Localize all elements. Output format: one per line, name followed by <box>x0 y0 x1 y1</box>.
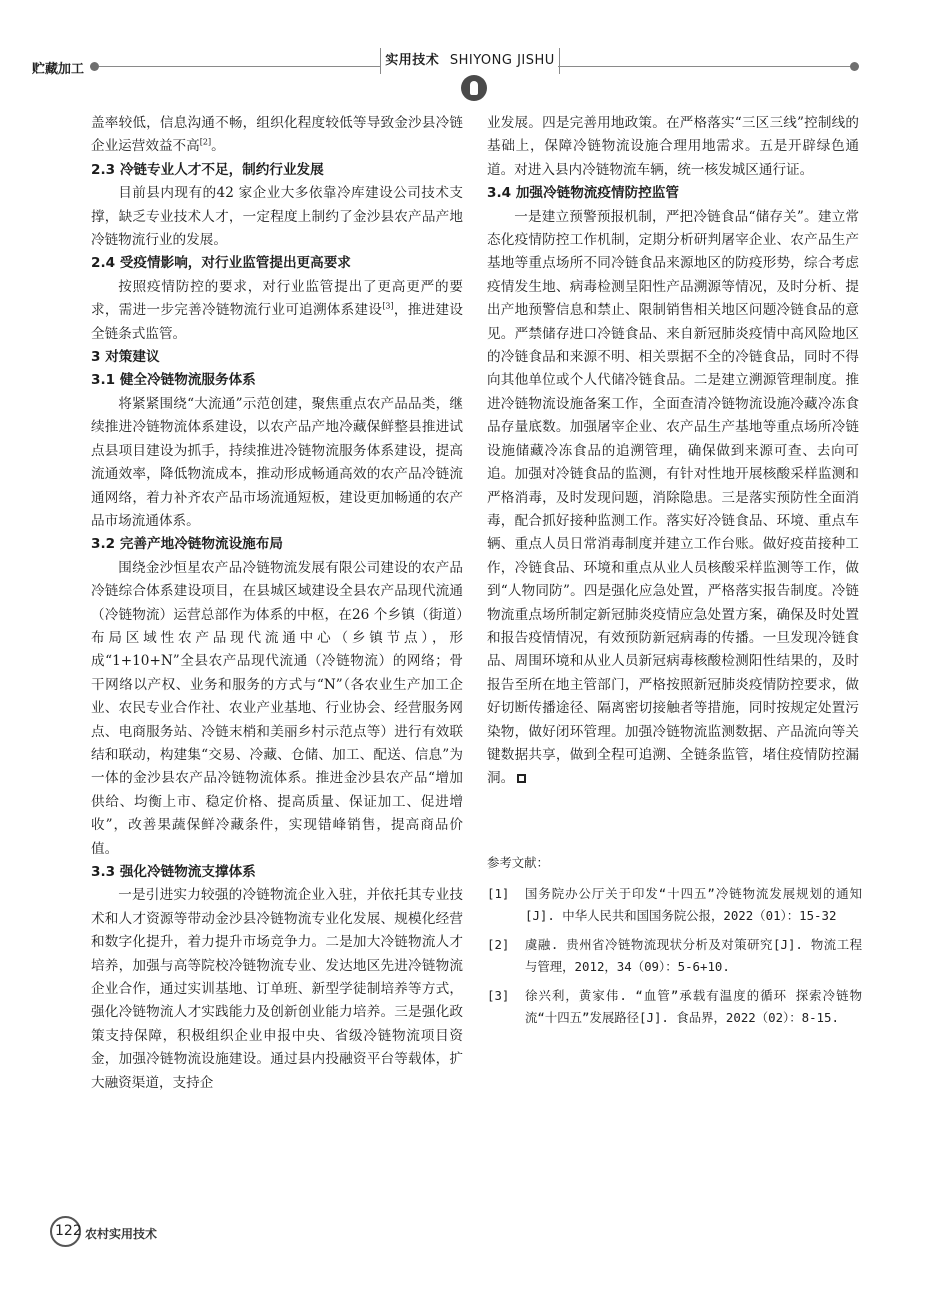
heading-3: 3 对策建议 <box>91 349 160 366</box>
references <box>487 852 862 1036</box>
page-number: 122 <box>50 1216 81 1247</box>
citation: [2] <box>199 137 212 147</box>
heading-2-4: 2.4 受疫情影响，对行业监管提出更高要求 <box>91 255 351 272</box>
header-rule-left <box>99 66 380 67</box>
paragraph: 业发展。四是完善用地政策。在严格落实“三区三线”控制线的基础上，保障冷链物流设施合理用地需求。五是开辟绿色通道。对进入县内冷链物流车辆，统一核发城区通行证。 <box>487 115 859 178</box>
end-mark-icon <box>517 774 526 783</box>
reference-number: [2] <box>487 936 510 952</box>
paragraph: 将紧紧围绕“大流通”示范创建，聚焦重点农产品品类，继续推进冷链物流体系建设，以农产品产地冷藏保鲜整县推进试点县项目建设为抓手，持续推进冷链物流服务体系建设，提高流通效率，降低物流成本，推动形成畅通高效的农产品冷链流通网络，着力补齐农产品市场流通短板，建设更加畅通的农产品市场流通体系。 <box>91 395 463 529</box>
reference-item <box>487 883 862 928</box>
heading-3-4: 3.4 加强冷链物流疫情防控监管 <box>487 185 679 202</box>
reference-number: [3] <box>487 987 510 1003</box>
journal-name: 农村实用技术 <box>85 1227 158 1241</box>
citation: [3] <box>382 301 394 311</box>
heading-2-3: 2.3 冷链专业人才不足，制约行业发展 <box>91 161 324 178</box>
column-title-cn: 实用技术 <box>385 53 440 68</box>
paragraph: 盖率较低，信息沟通不畅，组织化程度较低等导致金沙县冷链企业运营效益不高[2]。 <box>91 115 463 155</box>
heading-3-1: 3.1 健全冷链物流服务体系 <box>91 372 256 389</box>
left-column <box>91 112 463 1095</box>
reference-text: 国务院办公厅关于印发“十四五”冷链物流发展规划的通知[J]. 中华人民共和国国务院公报，2022（01）：15-32 <box>525 885 862 923</box>
reference-item <box>487 934 862 979</box>
paragraph: 目前县内现有的42 家企业大多依靠冷库建设公司技术支撑，缺乏专业技术人才，一定程度上制约了金沙县农产品产地冷链物流行业的发展。 <box>91 185 463 249</box>
heading-3-2: 3.2 完善产地冷链物流设施布局 <box>91 536 283 553</box>
paragraph: 一是引进实力较强的冷链物流企业入驻，并依托其专业技术和人才资源等带动金沙县冷链物流专业化发展、规模化经营和数字化提升，着力提升市场竞争力。二是加大冷链物流人才培养，加强与高等院校冷链物流专业、发达地区先进冷链物流企业合作，通过实训基地、订单班、新型学徒制培养等方式，强化冷链物流人才实践能力及创新创业能力培养。三是强化政策支持保障，积极组织企业申报中央、省级冷链物流项目资金，加强冷链物流设施建设。通过县内投融资平台等载体，扩大融资渠道，支持企 <box>91 887 463 1091</box>
journal-column-title <box>380 48 560 74</box>
paragraph: 一是建立预警预报机制，严把冷链食品“储存关”。建立常态化疫情防控工作机制，定期分析研判屠宰企业、农产品生产基地等重点场所不同冷链食品来源地区的防疫形势，综合考虑疫情发生地、病毒检测呈阳性产品溯源等情况，及时分析、提出产地预警信息和禁止、限制销售相关地区问题冷链食品的意见。严禁储存进口冷链食品、来自新冠肺炎疫情中高风险地区的冷链食品和来源不明、相关票据不全的冷链食品，同时不得向其他单位或个人代储冷链食品。二是建立溯源管理制度。推进冷链物流设施备案工作，全面查清冷链物流设施冷藏冷冻食品存量底数。加强屠宰企业、农产品生产基地等重点场所冷链设施储藏冷冻食品的追溯管理，确保做到来源可查、去向可追。加强对冷链食品的监测，有针对性地开展核酸采样监测和严格消毒，及时发现问题，消除隐患。三是落实预防性全面消毒，配合抓好接种监测工作。落实好冷链食品、环境、重点车辆、重点人员日常消毒制度并建立工作台账。做好疫苗接种工作，冷链食品、环境和重点从业人员核酸采样监测等工作，做到“人物同防”。四是强化应急处置，严格落实报告制度。冷链物流重点场所制定新冠肺炎疫情应急处置方案，确保及时处置和报告疫情情况，有效预防新冠病毒的传播。一旦发现冷链食品、周围环境和从业人员新冠病毒核酸检测阳性结果的，及时报告至所在地主管部门，严格按照新冠肺炎疫情防控要求，做好切断传播途径、隔离密切接触者等措施，同时按规定处置污染物，做好闭环管理。加强冷链物流监测数据、产品流向等关键数据共享，做到全程可追溯、全链条监管，堵住疫情防控漏洞。 <box>487 208 859 787</box>
column-title-en: SHIYONG JISHU <box>449 53 555 68</box>
paragraph: 按照疫情防控的要求，对行业监管提出了更高更严的要求，需进一步完善冷链物流行业可追溯体系建设[3]，推进建设全链条式监管。 <box>91 278 464 342</box>
references-title: 参考文献： <box>487 855 549 870</box>
right-column <box>487 112 859 791</box>
reference-text: 徐兴利，黄家伟. “血管”承载有温度的循环 探索冷链物流“十四五”发展路径[J]. 食品界，2022（02）：8-15. <box>525 987 862 1025</box>
reference-number: [1] <box>487 885 510 901</box>
heading-3-3: 3.3 强化冷链物流支撑体系 <box>91 864 256 880</box>
reference-item <box>487 985 862 1030</box>
header-left-dot <box>90 62 99 71</box>
header-rule-right <box>558 66 850 67</box>
wheat-logo-icon <box>461 75 487 101</box>
reference-text: 虞融. 贵州省冷链物流现状分析及对策研究[J]. 物流工程与管理，2012，34（09）：5-6+10. <box>525 936 862 974</box>
section-label: 贮藏加工 <box>32 62 85 77</box>
paragraph: 围绕金沙恒星农产品冷链物流发展有限公司建设的农产品冷链综合体系建设项目，在县城区域建设全县农产品现代流通（冷链物流）运营总部作为体系的中枢，在26 个乡镇（街道）布局区域性农产品现代流通中心（乡镇节点），形成“1+10+N”全县农产品现代流通（冷链物流）的网络；骨干网络以产权、业务和服务的方式与“N”（各农业生产加工企业、农民专业合作社、农业产业基地、行业协会、经营服务网点、电商服务站、冷链末梢和美丽乡村示范点等）进行有效联结和联动，构建集“交易、冷藏、仓储、加工、配送、信息”为一体的金沙县农产品冷链物流体系。推进金沙县农产品“增加供给、均衡上市、稳定价格、提高质量、保证加工、促进增收”，改善果蔬保鲜冷藏条件，实现错峰销售，提高商品价值。 <box>91 559 463 857</box>
header-right-dot <box>850 62 859 71</box>
